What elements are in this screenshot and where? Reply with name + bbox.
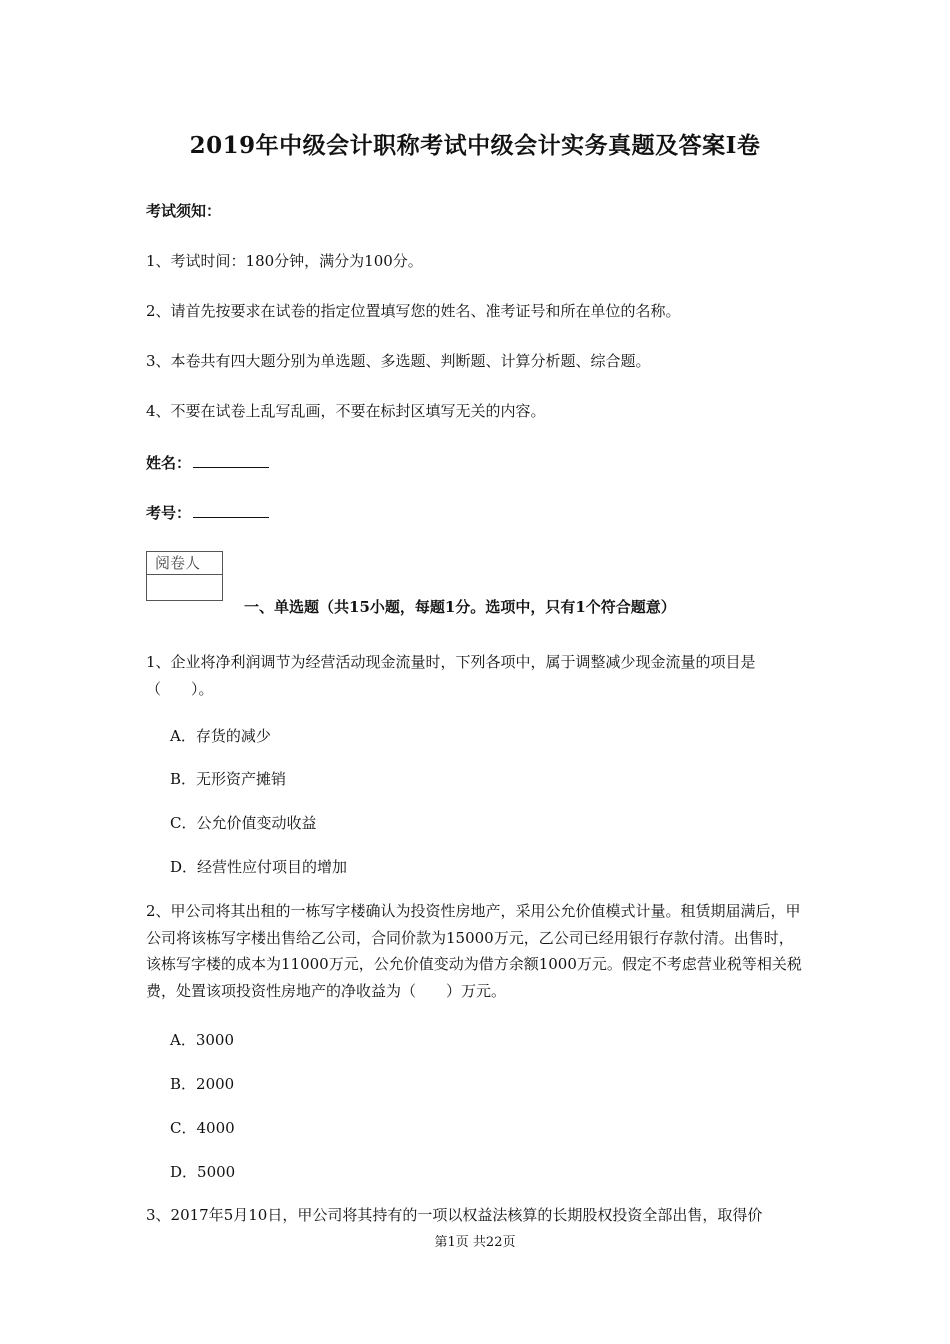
option: B．无形资产摊销	[170, 770, 287, 788]
option: A．存货的减少	[170, 727, 271, 745]
name-field	[146, 452, 269, 473]
page-title: 2019年中级会计职称考试中级会计实务真题及答案Ⅰ卷	[189, 132, 761, 159]
name-blank[interactable]	[193, 453, 269, 468]
name-label: 姓名：	[146, 454, 192, 472]
question-stem: 2、甲公司将其出租的一栋写字楼确认为投资性房地产，采用公允价值模式计量。租赁期届满后，甲公司将该栋写字楼出售给乙公司，合同价款为15000万元，乙公司已经用银行存款付清。出售时，该栋写字楼的成本为11000万元，公允价值变动为借方余额1000万元。假定不考虑营业税等相关税费，处置该项投资性房地产的净收益为（ ）万元。	[146, 902, 802, 1000]
id-field	[146, 502, 269, 523]
option: A．3000	[170, 1031, 235, 1049]
notice-item: 1、考试时间：180分钟，满分为100分。	[146, 252, 423, 270]
grader-label: 阅卷人	[147, 552, 222, 575]
option: C．公允价值变动收益	[170, 814, 317, 832]
option: C．4000	[170, 1119, 235, 1137]
notice-item: 2、请首先按要求在试卷的指定位置填写您的姓名、准考证号和所在单位的名称。	[146, 302, 681, 320]
question-stem: 3、2017年5月10日，甲公司将其持有的一项以权益法核算的长期股权投资全部出售，取得价	[146, 1206, 763, 1224]
option: D．经营性应付项目的增加	[170, 858, 348, 876]
notice-heading: 考试须知：	[146, 202, 222, 220]
id-blank[interactable]	[193, 503, 269, 518]
section-heading: 一、单选题（共15小题，每题1分。选项中，只有1个符合题意）	[244, 598, 676, 616]
page-footer: 第1页 共22页	[434, 1235, 516, 1250]
option: B．2000	[170, 1075, 235, 1093]
notice-item: 3、本卷共有四大题分别为单选题、多选题、判断题、计算分析题、综合题。	[146, 352, 651, 370]
notice-item: 4、不要在试卷上乱写乱画，不要在标封区填写无关的内容。	[146, 402, 546, 420]
id-label: 考号：	[146, 504, 192, 522]
grader-box	[146, 551, 223, 601]
option: D．5000	[170, 1163, 236, 1181]
question-stem: 1、企业将净利润调节为经营活动现金流量时，下列各项中，属于调整减少现金流量的项目是（ ）。	[146, 653, 756, 698]
